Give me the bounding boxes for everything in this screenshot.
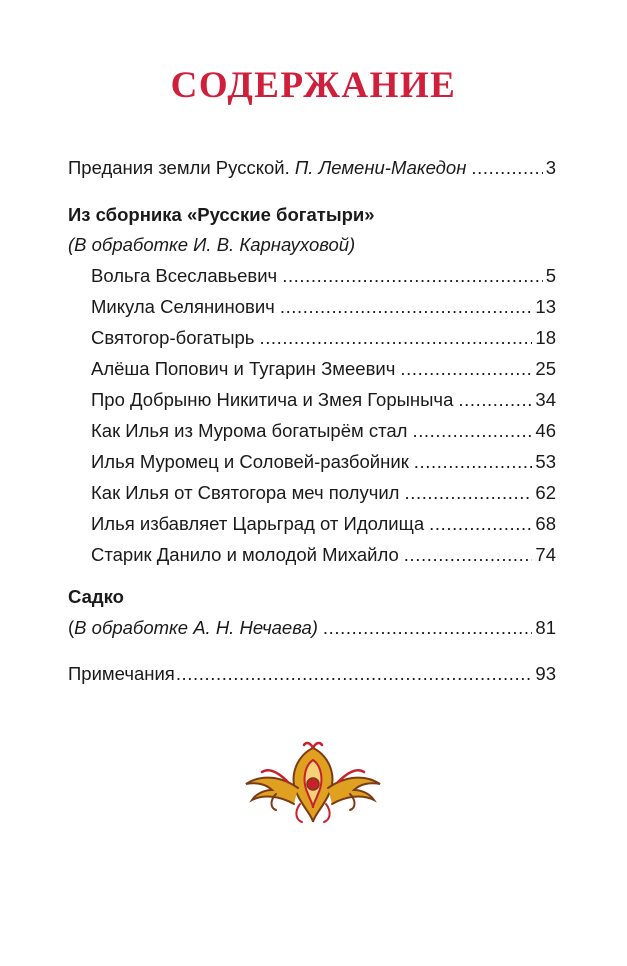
leader-dots [282,262,543,290]
decorative-ornament-icon [236,738,390,828]
entry-title: Как Илья от Святогора меч получил [91,482,400,503]
page-number: 74 [535,544,556,565]
entry-title: Илья избавляет Царьград от Идолища [91,513,425,534]
toc-entry[interactable] [91,510,556,538]
toc-entry[interactable] [91,386,556,414]
leader-dots [429,510,532,538]
page-number: 46 [535,420,556,441]
entry-author: П. Лемени-Македон [294,157,467,178]
leader-dots [471,154,542,182]
section-heading-russkie-bogatyri: Из сборника «Русские богатыри» [68,204,375,225]
toc-entry[interactable] [91,293,556,321]
entry-title: Святогор-богатырь [91,327,255,348]
entry-title: Как Илья из Мурома богатырём стал [91,420,408,441]
toc-entry[interactable] [91,324,556,352]
toc-entry[interactable] [91,417,556,445]
leader-dots [414,448,533,476]
toc-entry[interactable] [91,262,556,290]
page-title: СОДЕРЖАНИЕ [170,65,457,106]
toc-entry[interactable] [91,541,556,569]
entry-title: Микула Селянинович [91,296,275,317]
leader-dots [280,293,533,321]
leader-dots [176,660,533,688]
leader-dots [404,479,532,507]
page-number: 5 [545,265,556,286]
page-number: 25 [535,358,556,379]
entry-title: Старик Данило и молодой Михайло [91,544,399,565]
entry-title: Предания земли Русской. [68,157,290,178]
leader-dots [458,386,532,414]
open-paren: ( [68,617,75,638]
entry-title: Алёша Попович и Тугарин Змеевич [91,358,396,379]
page-number: 81 [535,617,556,638]
page-number: 34 [535,389,556,410]
toc-entry[interactable] [91,479,556,507]
toc-entry-sadko[interactable] [68,614,556,642]
page-number: 3 [545,157,556,178]
entry-title: Примечания [68,663,175,684]
entry-title: Илья Муромец и Соловей-разбойник [91,451,409,472]
leader-dots [412,417,532,445]
page-number: 93 [535,663,556,684]
toc-entry-intro[interactable] [68,154,556,182]
leader-dots [404,541,533,569]
page-number: 62 [535,482,556,503]
leader-dots [400,355,532,383]
toc-entry[interactable] [91,355,556,383]
page-number: 68 [535,513,556,534]
toc-entry[interactable] [91,448,556,476]
page-number: 53 [535,451,556,472]
section-heading-sadko: Садко [68,586,124,607]
page-number: 18 [535,327,556,348]
entry-title: Про Добрыню Никитича и Змея Горыныча [91,389,454,410]
page-number: 13 [535,296,556,317]
toc-entry-notes[interactable] [68,660,556,688]
section-subheading: (В обработке И. В. Карнауховой) [68,234,356,255]
entry-credit: В обработке А. Н. Нечаева) [74,617,318,638]
entry-title: Вольга Всеславьевич [91,265,278,286]
leader-dots [259,324,532,352]
leader-dots [323,614,533,642]
